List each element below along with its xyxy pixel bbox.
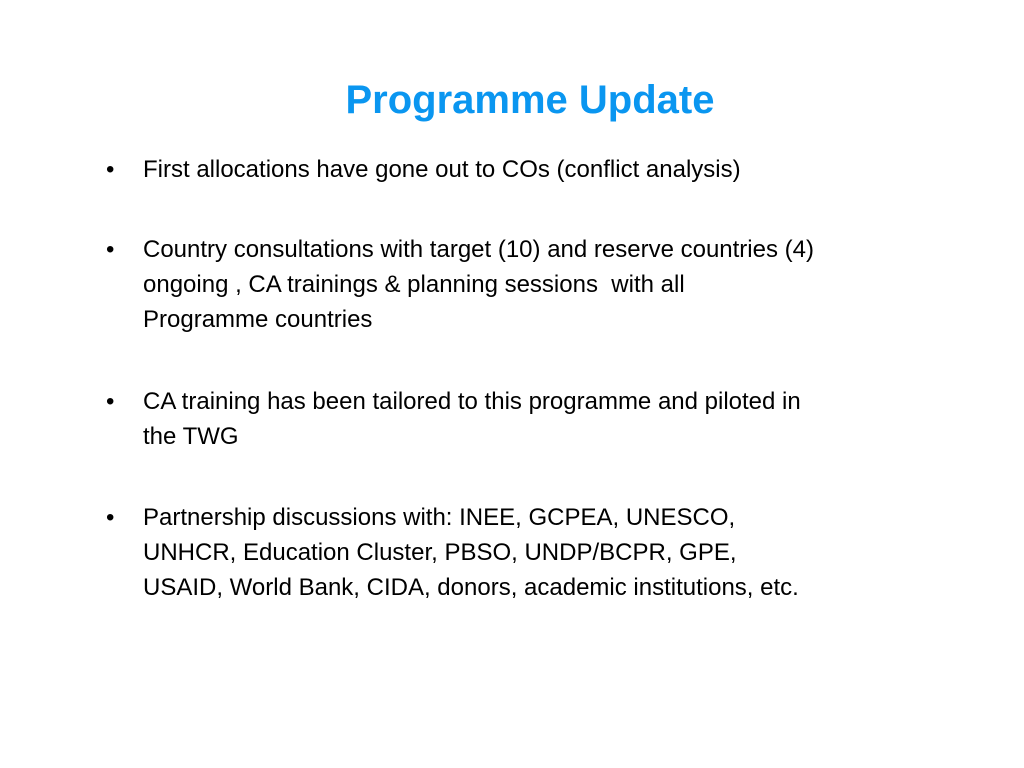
bullet-text [143,384,946,454]
bullet-line: Partnership discussions with: INEE, GCPEA, UNESCO, [143,504,736,531]
bullet-line: the TWG [143,423,239,450]
bullet-marker: • [106,236,115,263]
bullet-text [143,500,946,605]
bullet-line: USAID, World Bank, CIDA, donors, academic institutions, etc. [143,574,799,601]
slide-title: Programme Update [345,78,715,122]
bullet-text [143,152,946,187]
bullet-marker: • [106,156,115,183]
bullet-text [143,232,946,337]
bullet-line: Country consultations with target (10) and reserve countries (4) [143,236,814,263]
bullet-item-consultations [106,232,946,337]
bullet-marker: • [106,388,115,415]
bullet-marker: • [106,504,115,531]
bullet-line: ongoing , CA trainings & planning sessions with all [143,271,685,298]
bullet-line: UNHCR, Education Cluster, PBSO, UNDP/BCPR, GPE, [143,539,737,566]
bullet-item-allocations [106,152,946,187]
bullet-line: CA training has been tailored to this programme and piloted in [143,388,801,415]
bullet-item-partnerships [106,500,946,605]
bullet-item-ca-training [106,384,946,454]
bullet-line: First allocations have gone out to COs (conflict analysis) [143,156,741,183]
bullet-line: Programme countries [143,306,373,333]
